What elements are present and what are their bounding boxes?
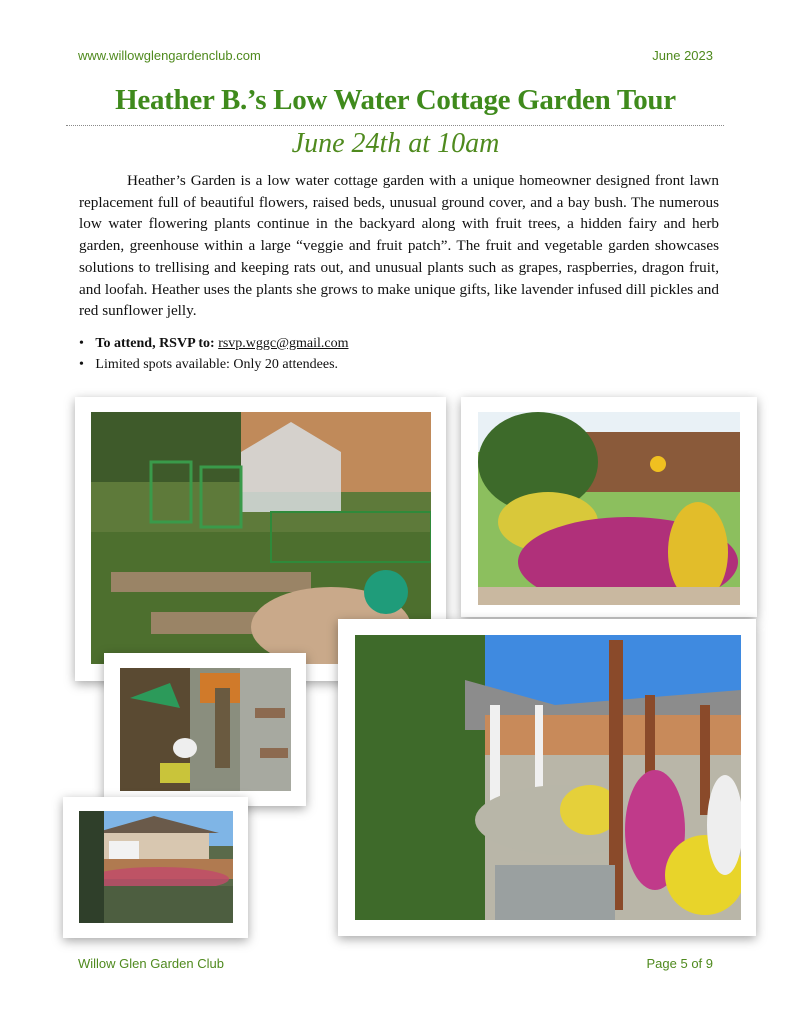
spots-bullet <box>79 354 349 375</box>
photo-backyard-flowers <box>461 397 757 617</box>
footer-club-name: Willow Glen Garden Club <box>78 956 224 971</box>
rsvp-bullet <box>79 333 349 354</box>
footer-page-number: Page 5 of 9 <box>646 956 713 971</box>
photo-pergola-garden <box>338 619 756 936</box>
rsvp-email-link[interactable]: rsvp.wggc@gmail.com <box>218 336 349 351</box>
dotted-divider <box>66 125 724 126</box>
page-title: Heather B.’s Low Water Cottage Garden Tour <box>115 84 676 116</box>
photo-front-yard <box>63 797 248 938</box>
description-paragraph: Heather’s Garden is a low water cottage garden with a unique homeowner designed front lawn replacement full of beautiful flowers, raised beds, unusual ground cover, and a bay bush. The numerous low water flowering plants continue in the backyard along with fruit trees, a hidden fairy and herb garden, greenhouse within a large “veggie and fruit patch”. The fruit and vegetable garden showcases solutions to trellising and keeping rats out, and unusual plants such as grapes, raspberries, dragon fruit, and loofah. Heather uses the plants she grows to make unique gifts, like lavender infused dill pickles and red sunflower jelly. <box>79 172 719 320</box>
spots-text: Limited spots available: Only 20 attendees. <box>95 357 339 372</box>
header-website[interactable]: www.willowglengardenclub.com <box>78 48 261 63</box>
photo-fairy-garden <box>104 653 306 806</box>
header-date: June 2023 <box>652 48 713 63</box>
rsvp-label: To attend, RSVP to: <box>95 336 215 351</box>
attendance-bullets <box>79 333 349 375</box>
event-date-subtitle: June 24th at 10am <box>291 128 500 159</box>
